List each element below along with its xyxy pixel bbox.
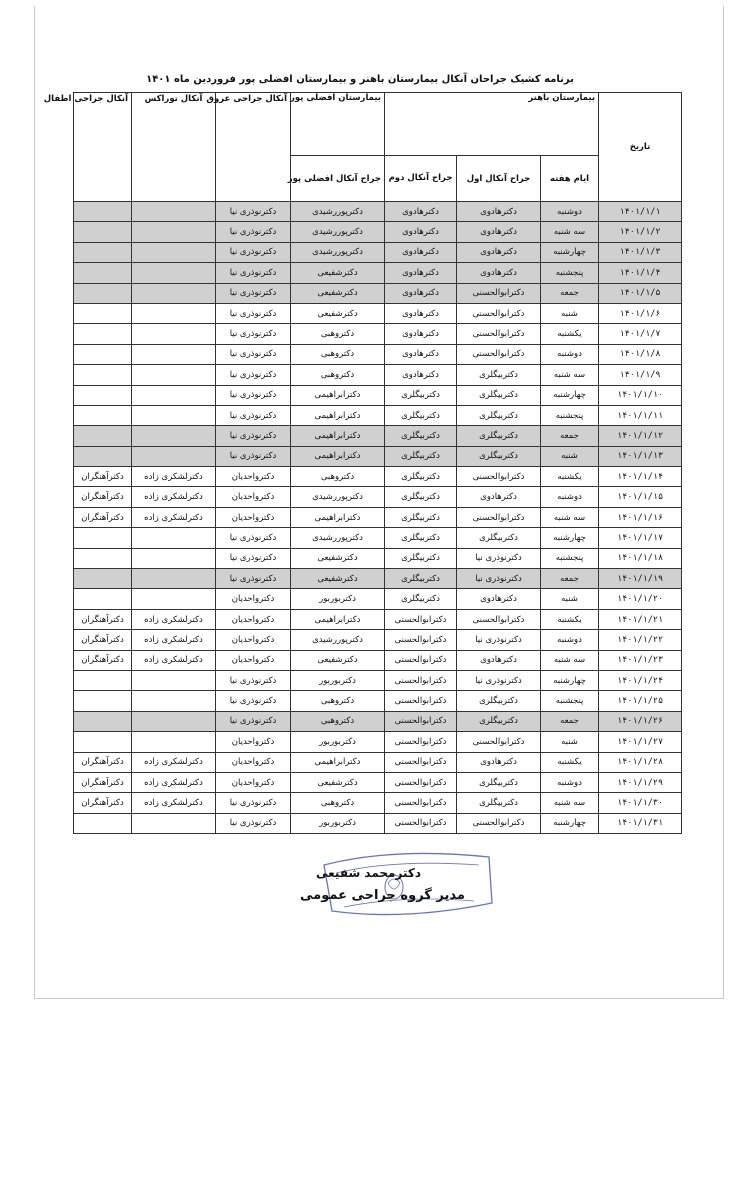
thorax-cell bbox=[132, 589, 216, 609]
oncall-first-cell: دکترابوالحسنی bbox=[457, 467, 541, 487]
header-hospital-bahonar: بیمارستان باهنر bbox=[385, 93, 599, 156]
table-row bbox=[74, 793, 682, 813]
vascular-cell: دکترنوذری نیا bbox=[216, 813, 291, 833]
pediatric-cell bbox=[74, 426, 132, 446]
pediatric-cell bbox=[74, 344, 132, 364]
pediatric-cell bbox=[74, 222, 132, 242]
oncall-second-cell: دکتربیگلری bbox=[385, 528, 457, 548]
oncall-first-cell: دکترابوالحسنی bbox=[457, 507, 541, 527]
vascular-cell: دکترنوذری نیا bbox=[216, 242, 291, 262]
table-row bbox=[74, 752, 682, 772]
weekday-cell: پنجشنبه bbox=[541, 691, 599, 711]
vascular-cell: دکترنوذری نیا bbox=[216, 344, 291, 364]
table-row bbox=[74, 569, 682, 589]
oncall-second-cell: دکترهادوی bbox=[385, 242, 457, 262]
weekday-cell: شنبه bbox=[541, 446, 599, 466]
date-cell: ۱۴۰۱/۱/۲۷ bbox=[599, 732, 682, 752]
oncall-second-cell: دکترهادوی bbox=[385, 365, 457, 385]
oncall-afzalipour-cell: دکتروهبی bbox=[291, 711, 385, 731]
oncall-second-cell: دکترابوالحسنی bbox=[385, 650, 457, 670]
date-cell: ۱۴۰۱/۱/۷ bbox=[599, 324, 682, 344]
oncall-afzalipour-cell: دکتربوربور bbox=[291, 670, 385, 690]
pediatric-cell bbox=[74, 303, 132, 323]
oncall-second-cell: دکترابوالحسنی bbox=[385, 813, 457, 833]
oncall-afzalipour-cell: دکتروهبی bbox=[291, 467, 385, 487]
oncall-afzalipour-cell: دکترشفیعی bbox=[291, 303, 385, 323]
pediatric-cell: دکترآهنگران bbox=[74, 630, 132, 650]
date-cell: ۱۴۰۱/۱/۱ bbox=[599, 202, 682, 222]
vascular-cell: دکترواحدیان bbox=[216, 732, 291, 752]
vascular-cell: دکترنوذری نیا bbox=[216, 202, 291, 222]
oncall-second-cell: دکتربیگلری bbox=[385, 426, 457, 446]
pediatric-cell: دکترآهنگران bbox=[74, 609, 132, 629]
weekday-cell: دوشنبه bbox=[541, 487, 599, 507]
oncall-afzalipour-cell: دکترشفیعی bbox=[291, 263, 385, 283]
vascular-cell: دکترنوذری نیا bbox=[216, 365, 291, 385]
header-oncall-second: جراح آنکال دوم bbox=[385, 156, 457, 202]
vascular-cell: دکترواحدیان bbox=[216, 752, 291, 772]
vascular-cell: دکترنوذری نیا bbox=[216, 324, 291, 344]
date-cell: ۱۴۰۱/۱/۲۲ bbox=[599, 630, 682, 650]
weekday-cell: پنجشنبه bbox=[541, 405, 599, 425]
schedule-body bbox=[74, 202, 682, 834]
oncall-afzalipour-cell: دکتربوربور bbox=[291, 813, 385, 833]
oncall-second-cell: دکترهادوی bbox=[385, 324, 457, 344]
oncall-second-cell: دکتربیگلری bbox=[385, 589, 457, 609]
pediatric-cell bbox=[74, 385, 132, 405]
date-cell: ۱۴۰۱/۱/۱۴ bbox=[599, 467, 682, 487]
table-row bbox=[74, 446, 682, 466]
thorax-cell bbox=[132, 405, 216, 425]
oncall-afzalipour-cell: دکترابراهیمی bbox=[291, 609, 385, 629]
oncall-first-cell: دکترابوالحسنی bbox=[457, 813, 541, 833]
date-cell: ۱۴۰۱/۱/۳۰ bbox=[599, 793, 682, 813]
oncall-afzalipour-cell: دکترپوررشیدی bbox=[291, 202, 385, 222]
oncall-afzalipour-cell: دکترابراهیمی bbox=[291, 752, 385, 772]
oncall-afzalipour-cell: دکترشفیعی bbox=[291, 548, 385, 568]
vascular-cell: دکترنوذری نیا bbox=[216, 793, 291, 813]
header-oncall-afzalipour: جراح آنکال افضلی پور bbox=[291, 156, 385, 202]
table-row bbox=[74, 609, 682, 629]
weekday-cell: شنبه bbox=[541, 589, 599, 609]
date-cell: ۱۴۰۱/۱/۱۰ bbox=[599, 385, 682, 405]
table-row bbox=[74, 548, 682, 568]
oncall-afzalipour-cell: دکترابراهیمی bbox=[291, 405, 385, 425]
pediatric-cell bbox=[74, 813, 132, 833]
header-pediatric: آنکال جراحی اطفال bbox=[74, 93, 132, 202]
header-hospital-afzalipour: بیمارستان افضلی پور bbox=[291, 93, 385, 156]
vascular-cell: دکترنوذری نیا bbox=[216, 263, 291, 283]
date-cell: ۱۴۰۱/۱/۱۶ bbox=[599, 507, 682, 527]
header-date: تاریخ bbox=[599, 93, 682, 202]
weekday-cell: شنبه bbox=[541, 732, 599, 752]
thorax-cell bbox=[132, 344, 216, 364]
pediatric-cell bbox=[74, 569, 132, 589]
weekday-cell: چهارشنبه bbox=[541, 813, 599, 833]
oncall-first-cell: دکترابوالحسنی bbox=[457, 344, 541, 364]
oncall-second-cell: دکترابوالحسنی bbox=[385, 793, 457, 813]
table-row bbox=[74, 711, 682, 731]
weekday-cell: پنجشنبه bbox=[541, 548, 599, 568]
oncall-first-cell: دکترهادوی bbox=[457, 487, 541, 507]
oncall-afzalipour-cell: دکترپوررشیدی bbox=[291, 487, 385, 507]
oncall-second-cell: دکترابوالحسنی bbox=[385, 670, 457, 690]
oncall-first-cell: دکتربیگلری bbox=[457, 691, 541, 711]
vascular-cell: دکترنوذری نیا bbox=[216, 385, 291, 405]
thorax-cell: دکترلشکری زاده bbox=[132, 487, 216, 507]
vascular-cell: دکترنوذری نیا bbox=[216, 528, 291, 548]
oncall-second-cell: دکترهادوی bbox=[385, 303, 457, 323]
oncall-first-cell: دکترنوذری نیا bbox=[457, 548, 541, 568]
thorax-cell bbox=[132, 324, 216, 344]
oncall-first-cell: دکترابوالحسنی bbox=[457, 732, 541, 752]
weekday-cell: یکشنبه bbox=[541, 324, 599, 344]
oncall-first-cell: دکترنوذری نیا bbox=[457, 630, 541, 650]
oncall-second-cell: دکترهادوی bbox=[385, 263, 457, 283]
table-row bbox=[74, 589, 682, 609]
table-row bbox=[74, 691, 682, 711]
header-vascular: آنکال جراحی عروق bbox=[216, 93, 291, 202]
weekday-cell: چهارشنبه bbox=[541, 385, 599, 405]
oncall-second-cell: دکتربیگلری bbox=[385, 385, 457, 405]
vascular-cell: دکترواحدیان bbox=[216, 772, 291, 792]
weekday-cell: جمعه bbox=[541, 711, 599, 731]
weekday-cell: چهارشنبه bbox=[541, 528, 599, 548]
vascular-cell: دکترنوذری نیا bbox=[216, 222, 291, 242]
oncall-second-cell: دکترابوالحسنی bbox=[385, 609, 457, 629]
table-row bbox=[74, 630, 682, 650]
oncall-first-cell: دکتربیگلری bbox=[457, 772, 541, 792]
oncall-first-cell: دکترابوالحسنی bbox=[457, 303, 541, 323]
thorax-cell: دکترلشکری زاده bbox=[132, 609, 216, 629]
pediatric-cell bbox=[74, 324, 132, 344]
oncall-afzalipour-cell: دکترپوررشیدی bbox=[291, 528, 385, 548]
oncall-first-cell: دکترهادوی bbox=[457, 752, 541, 772]
date-cell: ۱۴۰۱/۱/۱۱ bbox=[599, 405, 682, 425]
oncall-afzalipour-cell: دکتربوربور bbox=[291, 732, 385, 752]
weekday-cell: جمعه bbox=[541, 569, 599, 589]
weekday-cell: دوشنبه bbox=[541, 344, 599, 364]
date-cell: ۱۴۰۱/۱/۲۴ bbox=[599, 670, 682, 690]
table-row bbox=[74, 365, 682, 385]
date-cell: ۱۴۰۱/۱/۲۰ bbox=[599, 589, 682, 609]
pediatric-cell bbox=[74, 263, 132, 283]
weekday-cell: سه شنبه bbox=[541, 650, 599, 670]
vascular-cell: دکترنوذری نیا bbox=[216, 303, 291, 323]
oncall-afzalipour-cell: دکتربوربور bbox=[291, 589, 385, 609]
pediatric-cell bbox=[74, 446, 132, 466]
weekday-cell: یکشنبه bbox=[541, 609, 599, 629]
date-cell: ۱۴۰۱/۱/۲۹ bbox=[599, 772, 682, 792]
oncall-second-cell: دکتربیگلری bbox=[385, 507, 457, 527]
pediatric-cell bbox=[74, 691, 132, 711]
table-row bbox=[74, 670, 682, 690]
oncall-first-cell: دکترنوذری نیا bbox=[457, 569, 541, 589]
weekday-cell: چهارشنبه bbox=[541, 670, 599, 690]
oncall-first-cell: دکترهادوی bbox=[457, 222, 541, 242]
pediatric-cell bbox=[74, 670, 132, 690]
oncall-second-cell: دکترهادوی bbox=[385, 202, 457, 222]
weekday-cell: شنبه bbox=[541, 303, 599, 323]
pediatric-cell: دکترآهنگران bbox=[74, 507, 132, 527]
weekday-cell: یکشنبه bbox=[541, 752, 599, 772]
date-cell: ۱۴۰۱/۱/۳ bbox=[599, 242, 682, 262]
oncall-first-cell: دکترابوالحسنی bbox=[457, 324, 541, 344]
document-title: برنامه کشیک جراحان آنکال بیمارستان باهنر و بیمارستان افضلی پور فروردین ماه ۱۴۰۱ bbox=[146, 74, 574, 85]
oncall-first-cell: دکتربیگلری bbox=[457, 446, 541, 466]
pediatric-cell bbox=[74, 242, 132, 262]
oncall-first-cell: دکترابوالحسنی bbox=[457, 283, 541, 303]
thorax-cell bbox=[132, 691, 216, 711]
oncall-second-cell: دکتربیگلری bbox=[385, 405, 457, 425]
date-cell: ۱۴۰۱/۱/۶ bbox=[599, 303, 682, 323]
table-row bbox=[74, 283, 682, 303]
date-cell: ۱۴۰۱/۱/۱۸ bbox=[599, 548, 682, 568]
oncall-first-cell: دکترهادوی bbox=[457, 202, 541, 222]
thorax-cell: دکترلشکری زاده bbox=[132, 793, 216, 813]
weekday-cell: سه شنبه bbox=[541, 222, 599, 242]
oncall-second-cell: دکتربیگلری bbox=[385, 446, 457, 466]
table-row bbox=[74, 813, 682, 833]
oncall-first-cell: دکتربیگلری bbox=[457, 793, 541, 813]
oncall-first-cell: دکتربیگلری bbox=[457, 426, 541, 446]
vascular-cell: دکترنوذری نیا bbox=[216, 548, 291, 568]
thorax-cell bbox=[132, 813, 216, 833]
vascular-cell: دکترواحدیان bbox=[216, 589, 291, 609]
table-row bbox=[74, 487, 682, 507]
oncall-second-cell: دکترابوالحسنی bbox=[385, 691, 457, 711]
thorax-cell bbox=[132, 303, 216, 323]
thorax-cell bbox=[132, 283, 216, 303]
pediatric-cell bbox=[74, 711, 132, 731]
table-row bbox=[74, 242, 682, 262]
oncall-second-cell: دکتربیگلری bbox=[385, 548, 457, 568]
oncall-first-cell: دکترهادوی bbox=[457, 589, 541, 609]
oncall-first-cell: دکترهادوی bbox=[457, 650, 541, 670]
thorax-cell bbox=[132, 711, 216, 731]
pediatric-cell: دکترآهنگران bbox=[74, 487, 132, 507]
oncall-afzalipour-cell: دکترشفیعی bbox=[291, 650, 385, 670]
weekday-cell: سه شنبه bbox=[541, 507, 599, 527]
vascular-cell: دکترنوذری نیا bbox=[216, 711, 291, 731]
weekday-cell: سه شنبه bbox=[541, 365, 599, 385]
date-cell: ۱۴۰۱/۱/۲۳ bbox=[599, 650, 682, 670]
thorax-cell bbox=[132, 242, 216, 262]
weekday-cell: جمعه bbox=[541, 283, 599, 303]
oncall-first-cell: دکترنوذری نیا bbox=[457, 670, 541, 690]
header-thorax: آنکال توراکس bbox=[132, 93, 216, 202]
pediatric-cell bbox=[74, 405, 132, 425]
weekday-cell: پنجشنبه bbox=[541, 263, 599, 283]
date-cell: ۱۴۰۱/۱/۵ bbox=[599, 283, 682, 303]
oncall-afzalipour-cell: دکترپوررشیدی bbox=[291, 222, 385, 242]
pediatric-cell: دکترآهنگران bbox=[74, 752, 132, 772]
oncall-second-cell: دکتربیگلری bbox=[385, 467, 457, 487]
date-cell: ۱۴۰۱/۱/۱۹ bbox=[599, 569, 682, 589]
vascular-cell: دکترواحدیان bbox=[216, 467, 291, 487]
thorax-cell bbox=[132, 222, 216, 242]
vascular-cell: دکترواحدیان bbox=[216, 630, 291, 650]
vascular-cell: دکترواحدیان bbox=[216, 609, 291, 629]
vascular-cell: دکترنوذری نیا bbox=[216, 691, 291, 711]
oncall-afzalipour-cell: دکتروهبی bbox=[291, 365, 385, 385]
weekday-cell: دوشنبه bbox=[541, 772, 599, 792]
thorax-cell: دکترلشکری زاده bbox=[132, 467, 216, 487]
table-row bbox=[74, 202, 682, 222]
header-weekday: ایام هفته bbox=[541, 156, 599, 202]
thorax-cell bbox=[132, 385, 216, 405]
vascular-cell: دکترنوذری نیا bbox=[216, 426, 291, 446]
oncall-second-cell: دکترابوالحسنی bbox=[385, 752, 457, 772]
oncall-afzalipour-cell: دکترپوررشیدی bbox=[291, 242, 385, 262]
oncall-second-cell: دکترهادوی bbox=[385, 344, 457, 364]
table-row bbox=[74, 385, 682, 405]
weekday-cell: جمعه bbox=[541, 426, 599, 446]
date-cell: ۱۴۰۱/۱/۲۸ bbox=[599, 752, 682, 772]
oncall-afzalipour-cell: دکترابراهیمی bbox=[291, 446, 385, 466]
date-cell: ۱۴۰۱/۱/۱۲ bbox=[599, 426, 682, 446]
table-row bbox=[74, 303, 682, 323]
table-row bbox=[74, 426, 682, 446]
oncall-afzalipour-cell: دکترپوررشیدی bbox=[291, 630, 385, 650]
thorax-cell bbox=[132, 446, 216, 466]
pediatric-cell bbox=[74, 589, 132, 609]
oncall-afzalipour-cell: دکترابراهیمی bbox=[291, 426, 385, 446]
oncall-afzalipour-cell: دکتروهبی bbox=[291, 324, 385, 344]
pediatric-cell bbox=[74, 283, 132, 303]
oncall-afzalipour-cell: دکتروهبی bbox=[291, 344, 385, 364]
table-row bbox=[74, 324, 682, 344]
date-cell: ۱۴۰۱/۱/۲۱ bbox=[599, 609, 682, 629]
oncall-afzalipour-cell: دکتروهبی bbox=[291, 793, 385, 813]
pediatric-cell: دکترآهنگران bbox=[74, 793, 132, 813]
date-cell: ۱۴۰۱/۱/۱۷ bbox=[599, 528, 682, 548]
signatory-role: مدیر گروه جراحی عمومی bbox=[300, 888, 465, 903]
pediatric-cell bbox=[74, 732, 132, 752]
vascular-cell: دکترنوذری نیا bbox=[216, 283, 291, 303]
thorax-cell bbox=[132, 365, 216, 385]
thorax-cell: دکترلشکری زاده bbox=[132, 772, 216, 792]
oncall-second-cell: دکترابوالحسنی bbox=[385, 630, 457, 650]
table-row bbox=[74, 772, 682, 792]
oncall-afzalipour-cell: دکترشفیعی bbox=[291, 283, 385, 303]
thorax-cell bbox=[132, 670, 216, 690]
pediatric-cell bbox=[74, 528, 132, 548]
oncall-second-cell: دکترهادوی bbox=[385, 222, 457, 242]
date-cell: ۱۴۰۱/۱/۲۶ bbox=[599, 711, 682, 731]
pediatric-cell bbox=[74, 365, 132, 385]
pediatric-cell: دکترآهنگران bbox=[74, 467, 132, 487]
pediatric-cell bbox=[74, 548, 132, 568]
date-cell: ۱۴۰۱/۱/۲۵ bbox=[599, 691, 682, 711]
oncall-second-cell: دکترابوالحسنی bbox=[385, 732, 457, 752]
date-cell: ۱۴۰۱/۱/۲ bbox=[599, 222, 682, 242]
oncall-second-cell: دکتربیگلری bbox=[385, 487, 457, 507]
vascular-cell: دکترنوذری نیا bbox=[216, 446, 291, 466]
oncall-afzalipour-cell: دکتروهبی bbox=[291, 691, 385, 711]
oncall-first-cell: دکترهادوی bbox=[457, 242, 541, 262]
thorax-cell bbox=[132, 548, 216, 568]
thorax-cell bbox=[132, 569, 216, 589]
date-cell: ۱۴۰۱/۱/۳۱ bbox=[599, 813, 682, 833]
vascular-cell: دکترواحدیان bbox=[216, 507, 291, 527]
thorax-cell bbox=[132, 732, 216, 752]
vascular-cell: دکترواحدیان bbox=[216, 487, 291, 507]
oncall-second-cell: دکترابوالحسنی bbox=[385, 772, 457, 792]
table-row bbox=[74, 344, 682, 364]
vascular-cell: دکترنوذری نیا bbox=[216, 405, 291, 425]
thorax-cell: دکترلشکری زاده bbox=[132, 650, 216, 670]
date-cell: ۱۴۰۱/۱/۱۵ bbox=[599, 487, 682, 507]
weekday-cell: چهارشنبه bbox=[541, 242, 599, 262]
weekday-cell: یکشنبه bbox=[541, 467, 599, 487]
oncall-first-cell: دکتربیگلری bbox=[457, 528, 541, 548]
oncall-first-cell: دکترابوالحسنی bbox=[457, 609, 541, 629]
table-row bbox=[74, 650, 682, 670]
thorax-cell bbox=[132, 202, 216, 222]
thorax-cell: دکترلشکری زاده bbox=[132, 507, 216, 527]
pediatric-cell bbox=[74, 202, 132, 222]
pediatric-cell: دکترآهنگران bbox=[74, 772, 132, 792]
thorax-cell: دکترلشکری زاده bbox=[132, 630, 216, 650]
oncall-first-cell: دکتربیگلری bbox=[457, 405, 541, 425]
table-row bbox=[74, 222, 682, 242]
date-cell: ۱۴۰۱/۱/۹ bbox=[599, 365, 682, 385]
oncall-first-cell: دکترهادوی bbox=[457, 263, 541, 283]
oncall-afzalipour-cell: دکترشفیعی bbox=[291, 772, 385, 792]
table-row bbox=[74, 528, 682, 548]
oncall-afzalipour-cell: دکترابراهیمی bbox=[291, 385, 385, 405]
thorax-cell bbox=[132, 263, 216, 283]
vascular-cell: دکترنوذری نیا bbox=[216, 670, 291, 690]
table-row bbox=[74, 732, 682, 752]
oncall-second-cell: دکترهادوی bbox=[385, 283, 457, 303]
header-oncall-first: جراح آنکال اول bbox=[457, 156, 541, 202]
oncall-second-cell: دکترابوالحسنی bbox=[385, 711, 457, 731]
date-cell: ۱۴۰۱/۱/۱۳ bbox=[599, 446, 682, 466]
oncall-first-cell: دکتربیگلری bbox=[457, 711, 541, 731]
table-row bbox=[74, 507, 682, 527]
weekday-cell: سه شنبه bbox=[541, 793, 599, 813]
oncall-second-cell: دکتربیگلری bbox=[385, 569, 457, 589]
table-row bbox=[74, 405, 682, 425]
department-stamp bbox=[284, 845, 494, 925]
date-cell: ۱۴۰۱/۱/۸ bbox=[599, 344, 682, 364]
signatory-name: دکترمحمد شفیعی bbox=[316, 866, 421, 880]
vascular-cell: دکترنوذری نیا bbox=[216, 569, 291, 589]
schedule-table bbox=[43, 92, 682, 834]
date-cell: ۱۴۰۱/۱/۴ bbox=[599, 263, 682, 283]
oncall-first-cell: دکتربیگلری bbox=[457, 365, 541, 385]
weekday-cell: دوشنبه bbox=[541, 630, 599, 650]
thorax-cell: دکترلشکری زاده bbox=[132, 752, 216, 772]
table-row bbox=[74, 467, 682, 487]
oncall-first-cell: دکتربیگلری bbox=[457, 385, 541, 405]
vascular-cell: دکترواحدیان bbox=[216, 650, 291, 670]
weekday-cell: دوشنبه bbox=[541, 202, 599, 222]
oncall-afzalipour-cell: دکترشفیعی bbox=[291, 569, 385, 589]
thorax-cell bbox=[132, 528, 216, 548]
thorax-cell bbox=[132, 426, 216, 446]
oncall-afzalipour-cell: دکترابراهیمی bbox=[291, 507, 385, 527]
table-row bbox=[74, 263, 682, 283]
pediatric-cell: دکترآهنگران bbox=[74, 650, 132, 670]
